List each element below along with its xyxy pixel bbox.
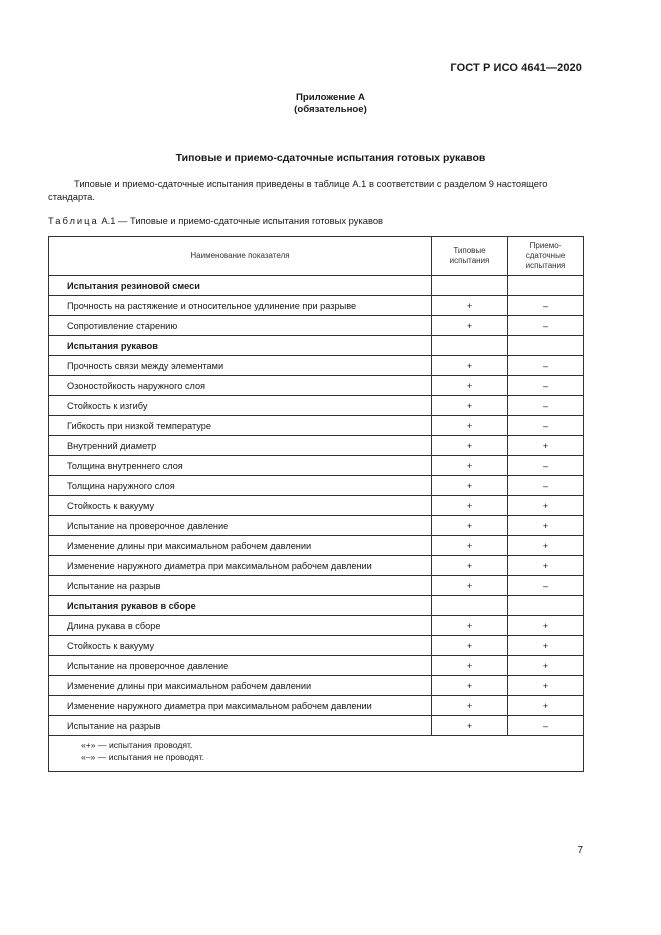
page-number: 7 bbox=[577, 845, 583, 856]
row-type: + bbox=[432, 496, 508, 516]
row-name: Испытание на разрыв bbox=[49, 716, 432, 736]
row-type: + bbox=[432, 536, 508, 556]
row-name: Стойкость к изгибу bbox=[49, 396, 432, 416]
row-name: Сопротивление старению bbox=[49, 316, 432, 336]
annex-title: Приложение А bbox=[296, 92, 365, 103]
table-row bbox=[49, 376, 584, 396]
table-row bbox=[49, 356, 584, 376]
row-name: Стойкость к вакууму bbox=[49, 636, 432, 656]
row-acceptance: + bbox=[508, 676, 584, 696]
group-row bbox=[49, 336, 584, 356]
annex-status: (обязательное) bbox=[294, 104, 367, 115]
row-type: + bbox=[432, 416, 508, 436]
table-row bbox=[49, 436, 584, 456]
notes-cell bbox=[49, 736, 584, 772]
row-acceptance: – bbox=[508, 456, 584, 476]
table-caption-label: Таблица bbox=[48, 215, 99, 226]
row-type: + bbox=[432, 456, 508, 476]
row-acceptance: – bbox=[508, 396, 584, 416]
row-acceptance: – bbox=[508, 416, 584, 436]
row-name: Изменение длины при максимальном рабочем давлении bbox=[49, 676, 432, 696]
row-type: + bbox=[432, 676, 508, 696]
row-type: + bbox=[432, 656, 508, 676]
row-type: + bbox=[432, 476, 508, 496]
row-name: Испытание на проверочное давление bbox=[49, 656, 432, 676]
row-type: + bbox=[432, 716, 508, 736]
note-minus: «–» — испытания не проводят. bbox=[81, 752, 205, 762]
row-type: + bbox=[432, 296, 508, 316]
annex-heading bbox=[0, 92, 661, 116]
group-empty-cell bbox=[432, 276, 508, 296]
notes-row bbox=[49, 736, 584, 772]
table-row bbox=[49, 696, 584, 716]
row-type: + bbox=[432, 556, 508, 576]
row-name: Длина рукава в сборе bbox=[49, 616, 432, 636]
row-type: + bbox=[432, 316, 508, 336]
row-type: + bbox=[432, 576, 508, 596]
row-acceptance: – bbox=[508, 296, 584, 316]
row-type: + bbox=[432, 696, 508, 716]
group-empty-cell bbox=[432, 596, 508, 616]
row-acceptance: + bbox=[508, 696, 584, 716]
row-type: + bbox=[432, 516, 508, 536]
row-acceptance: – bbox=[508, 376, 584, 396]
row-name: Изменение наружного диаметра при максимальном рабочем давлении bbox=[49, 696, 432, 716]
group-empty-cell bbox=[432, 336, 508, 356]
group-row bbox=[49, 276, 584, 296]
row-name: Изменение длины при максимальном рабочем давлении bbox=[49, 536, 432, 556]
row-acceptance: – bbox=[508, 576, 584, 596]
row-name: Озоностойкость наружного слоя bbox=[49, 376, 432, 396]
row-acceptance: + bbox=[508, 436, 584, 456]
note-plus: «+» — испытания проводят. bbox=[81, 740, 193, 750]
table-row bbox=[49, 556, 584, 576]
row-name: Испытание на разрыв bbox=[49, 576, 432, 596]
section-title: Типовые и приемо-сдаточные испытания готовых рукавов bbox=[175, 152, 486, 164]
row-name: Прочность на растяжение и относительное удлинение при разрыве bbox=[49, 296, 432, 316]
table-row bbox=[49, 496, 584, 516]
table-row bbox=[49, 636, 584, 656]
group-empty-cell bbox=[508, 276, 584, 296]
group-empty-cell bbox=[508, 596, 584, 616]
table-row bbox=[49, 296, 584, 316]
table-row bbox=[49, 676, 584, 696]
row-type: + bbox=[432, 396, 508, 416]
table-row bbox=[49, 716, 584, 736]
row-acceptance: + bbox=[508, 536, 584, 556]
group-title: Испытания резиновой смеси bbox=[49, 276, 432, 296]
table-caption bbox=[48, 215, 383, 226]
row-name: Прочность связи между элементами bbox=[49, 356, 432, 376]
row-acceptance: – bbox=[508, 356, 584, 376]
row-acceptance: + bbox=[508, 636, 584, 656]
table-row bbox=[49, 616, 584, 636]
header-acceptance: Приемо-сдаточные испытания bbox=[508, 237, 584, 276]
row-type: + bbox=[432, 356, 508, 376]
table-row bbox=[49, 396, 584, 416]
row-name: Изменение наружного диаметра при максимальном рабочем давлении bbox=[49, 556, 432, 576]
table-row bbox=[49, 576, 584, 596]
table-caption-text: А.1 — Типовые и приемо-сдаточные испытания готовых рукавов bbox=[98, 215, 384, 226]
table-row bbox=[49, 516, 584, 536]
row-type: + bbox=[432, 616, 508, 636]
row-acceptance: + bbox=[508, 516, 584, 536]
group-title: Испытания рукавов в сборе bbox=[49, 596, 432, 616]
row-acceptance: + bbox=[508, 496, 584, 516]
row-name: Толщина внутреннего слоя bbox=[49, 456, 432, 476]
table-row bbox=[49, 476, 584, 496]
row-type: + bbox=[432, 636, 508, 656]
row-acceptance: – bbox=[508, 476, 584, 496]
intro-paragraph: Типовые и приемо-сдаточные испытания приведены в таблице А.1 в соответствии с разделом 9 настоящего стандарта. bbox=[48, 178, 548, 202]
header-type: Типовые испытания bbox=[432, 237, 508, 276]
row-name: Толщина наружного слоя bbox=[49, 476, 432, 496]
group-row bbox=[49, 596, 584, 616]
table-row bbox=[49, 416, 584, 436]
row-type: + bbox=[432, 436, 508, 456]
group-title: Испытания рукавов bbox=[49, 336, 432, 356]
row-acceptance: + bbox=[508, 656, 584, 676]
standard-code: ГОСТ Р ИСО 4641—2020 bbox=[450, 62, 582, 74]
tests-table bbox=[48, 236, 584, 772]
table-row bbox=[49, 316, 584, 336]
row-acceptance: + bbox=[508, 556, 584, 576]
group-empty-cell bbox=[508, 336, 584, 356]
header-name: Наименование показателя bbox=[49, 237, 432, 276]
row-type: + bbox=[432, 376, 508, 396]
row-acceptance: + bbox=[508, 616, 584, 636]
row-acceptance: – bbox=[508, 716, 584, 736]
row-acceptance: – bbox=[508, 316, 584, 336]
table-row bbox=[49, 656, 584, 676]
row-name: Стойкость к вакууму bbox=[49, 496, 432, 516]
row-name: Внутренний диаметр bbox=[49, 436, 432, 456]
table-row bbox=[49, 456, 584, 476]
row-name: Гибкость при низкой температуре bbox=[49, 416, 432, 436]
row-name: Испытание на проверочное давление bbox=[49, 516, 432, 536]
table-row bbox=[49, 536, 584, 556]
table-header-row bbox=[49, 237, 584, 276]
